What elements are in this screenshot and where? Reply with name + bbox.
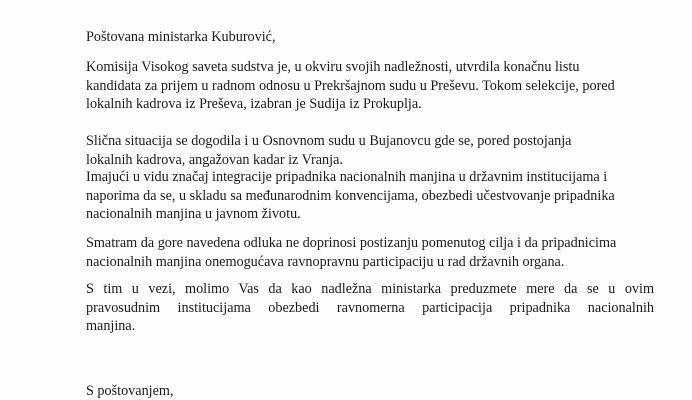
- paragraph-line: Slična situacija se dogodila i u Osnovnom sudu u Bujanovcu gde se, pored postojanja: [86, 133, 572, 149]
- paragraph-line: Imajući u vidu značaj integracije pripadnika nacionalnih manjina u državnim institucijama i: [86, 169, 608, 185]
- paragraph-request: [86, 280, 654, 336]
- paragraph-selection-commission: [86, 58, 648, 114]
- paragraph-line: nacionalnih manjina u javnom životu.: [86, 206, 301, 223]
- paragraph-line: nacionalnih manjina onemogućava ravnopravnu participaciju u rad državnih organa.: [86, 253, 565, 270]
- letter-salutation: Poštovana ministarka Kuburović,: [86, 29, 276, 45]
- paragraph-line: Komisija Visokog saveta sudstva je, u okviru svojih nadležnosti, utvrdila konačnu listu: [86, 59, 580, 75]
- paragraph-decision-opinion: [86, 234, 654, 271]
- paragraph-line: kandidata za prijem u radnom odnosu u Prekršajnom sudu u Preševu. Tokom selekcije, pored: [86, 77, 615, 94]
- paragraph-line: lokalnih kadrova iz Preševa, izabran je Sudija iz Prokuplja.: [86, 96, 422, 113]
- letter-closing: S poštovanjem,: [86, 383, 174, 399]
- paragraph-line: naporima da se, u skladu sa međunarodnim konvencijama, obezbedi učestvovanje pripadnika: [86, 187, 615, 204]
- paragraph-bujanovac-court: [86, 132, 641, 169]
- paragraph-line: lokalnih kadrova, angažovan kadar iz Vranja.: [86, 151, 343, 168]
- paragraph-minority-integration: [86, 168, 654, 224]
- paragraph-line: S tim u vezi, molimo Vas da kao nadležna ministarka preduzmete mere da se u ovim: [86, 281, 654, 297]
- paragraph-line: manjina.: [86, 318, 136, 335]
- paragraph-line: Smatram da gore navedena odluka ne doprinosi postizanju pomenutog cilja i da pripadnicima: [86, 235, 617, 251]
- paragraph-line: pravosudnim institucijama obezbedi ravnomerna participacija pripadnika nacionalnih: [86, 299, 654, 316]
